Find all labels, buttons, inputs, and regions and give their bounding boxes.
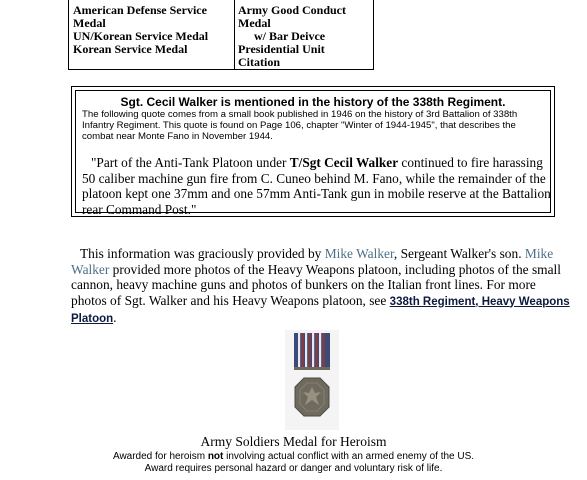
- medal-name: Medal: [73, 16, 106, 30]
- medal-name: w/ Bar Deivce: [254, 29, 326, 43]
- quote-box-title: Sgt. Cecil Walker is mentioned in the history of the 338th Regiment.: [120, 95, 506, 109]
- award-criteria-emphasis: not: [207, 451, 224, 462]
- medals-left-column: [69, 0, 235, 69]
- medal-name: Korean Service Medal: [73, 42, 188, 56]
- quote-text-end: continued to fire harassing 50 caliber machine gun fire from C. Cuneo behind M. Fano, while the remainder of the platoon kept one 37mm and one 57mm Anti-Tank gun in mobile reserve at the Battalion rear Command Post.": [82, 155, 551, 217]
- medal-name: Medal: [238, 16, 271, 30]
- info-text: .: [113, 310, 117, 325]
- quote-text-start: "Part of the Anti-Tank Platoon under: [91, 155, 290, 170]
- contributor-name: Mike Walker: [324, 246, 394, 261]
- award-criteria-line: [0, 451, 587, 463]
- award-criteria-line: Award requires personal hazard or danger and voluntary risk of life.: [144, 463, 443, 474]
- quote-soldier-name: T/Sgt Cecil Walker: [289, 155, 399, 170]
- history-quote: [82, 155, 556, 217]
- contributor-name: Mike Walker: [71, 246, 554, 277]
- info-text: provided more photos of the Heavy Weapons platoon, including photos of the small cannon, heavy machine guns and photos of bunkers on the Italian front lines. For more photos of Sgt. Walker and his Heavy Weapons platoon, see: [71, 261, 561, 308]
- medal-name: American Defense Service: [73, 3, 207, 17]
- medal-name: Citation: [238, 55, 280, 69]
- source-info-paragraph: [71, 246, 571, 328]
- heavy-weapons-platoon-link[interactable]: 338th Regiment, Heavy Weapons Platoon: [71, 295, 570, 325]
- info-text: , Sergeant Walker's son.: [393, 246, 525, 261]
- medal-name: UN/Korean Service Medal: [73, 29, 209, 43]
- quote-intro-line: combat near Monte Fano in November 1944.: [82, 131, 273, 142]
- quote-intro-line: The following quote comes from a small book published in 1946 on the history of 3rd Battalion of 338th: [82, 109, 518, 120]
- medal-name: Presidential Unit: [238, 42, 325, 56]
- service-medals-table: [68, 0, 374, 70]
- quote-intro-line: Infantry Regiment. This quote is found on Page 106, chapter "Winter of 1944-1945", that describes the: [82, 120, 516, 131]
- medal-name: Army Good Conduct: [238, 3, 347, 17]
- medal-caption: Army Soldiers Medal for Heroism: [200, 434, 387, 449]
- award-criteria-note: [0, 451, 587, 475]
- info-text: This information was graciously provided by: [80, 246, 325, 261]
- award-criteria-text: involving actual conflict with an armed enemy of the US.: [223, 451, 475, 462]
- medal-pendant: [295, 378, 329, 416]
- medals-right-column: [235, 0, 373, 69]
- award-criteria-text: Awarded for heroism: [112, 451, 208, 462]
- quote-box-inner-border: [75, 90, 551, 217]
- quote-intro: [82, 109, 542, 142]
- regiment-history-quote-box: [71, 86, 555, 217]
- medal-ribbon: [294, 333, 330, 370]
- soldiers-medal-image: [285, 330, 339, 430]
